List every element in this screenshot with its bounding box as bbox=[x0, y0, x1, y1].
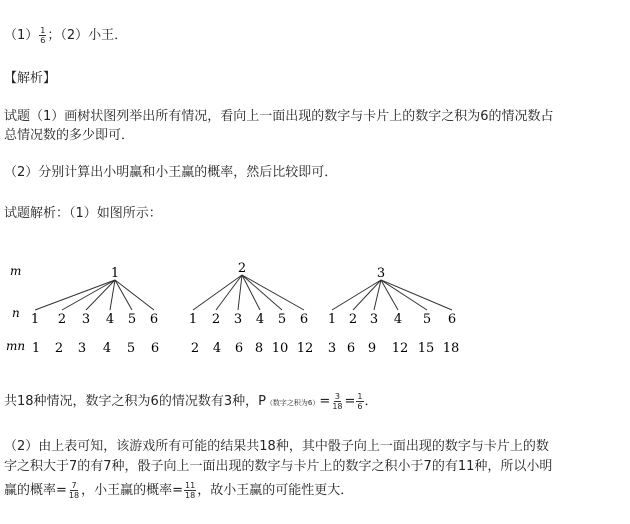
result-line bbox=[4, 392, 378, 412]
tree-product-mn: 10 bbox=[271, 341, 289, 356]
tree-leaf-n: 1 bbox=[188, 312, 198, 327]
tree-leaf-n: 5 bbox=[422, 312, 432, 327]
result-fraction-1: $\frac{3}{18}$ bbox=[332, 392, 343, 411]
tree-leaf-n: 5 bbox=[127, 312, 137, 327]
answer-part2: ；（2）小王． bbox=[47, 28, 128, 43]
tree-product-mn: 5 bbox=[126, 341, 136, 356]
analysis-para1-line2: 总情况数的多少即可． bbox=[4, 128, 135, 143]
tree-root-m: 1 bbox=[110, 266, 120, 281]
tree-branch bbox=[381, 280, 398, 310]
tree-branch bbox=[35, 280, 115, 310]
part2-line3-a: 赢的概率= bbox=[4, 483, 67, 498]
tree-branch bbox=[381, 280, 427, 310]
tree-product-mn: 12 bbox=[296, 341, 314, 356]
tree-product-mn: 6 bbox=[234, 341, 244, 356]
row-label-m: m bbox=[10, 264, 22, 278]
tree-branch bbox=[332, 280, 381, 310]
tree-leaf-n: 2 bbox=[211, 312, 221, 327]
tree-branch bbox=[242, 275, 282, 310]
part2-line2: 字之积大于7的有7种，骰子向上一面出现的数字与卡片上的数字之积小于7的有11种，所以小明 bbox=[4, 459, 553, 474]
tree-branch bbox=[381, 280, 452, 310]
tree-product-mn: 12 bbox=[391, 341, 409, 356]
xiaoming-probability-fraction: $\frac{7}{18}$ bbox=[68, 481, 80, 500]
analysis-heading: 【解析】 bbox=[4, 71, 57, 86]
result-text: 共18种情况，数字之积为6的情况数有3种，P bbox=[4, 394, 266, 409]
tree-product-mn: 18 bbox=[442, 341, 460, 356]
tree-leaf-n: 4 bbox=[393, 312, 403, 327]
tree-product-mn: 9 bbox=[367, 341, 377, 356]
analysis-para1-line1: 试题（1）画树状图列举出所有情况，看向上一面出现的数字与卡片上的数字之积为6的情况数占 bbox=[4, 109, 554, 124]
tree-product-mn: 6 bbox=[346, 341, 356, 356]
tree-product-mn: 15 bbox=[417, 341, 435, 356]
part2-line1: （2）由上表可知，该游戏所有可能的结果共18种，其中骰子向上一面出现的数字与卡片上的数 bbox=[4, 439, 549, 454]
result-equals-2: = bbox=[344, 394, 356, 409]
tree-leaf-n: 3 bbox=[369, 312, 379, 327]
tree-leaf-n: 6 bbox=[299, 312, 309, 327]
tree-leaf-n: 1 bbox=[30, 312, 40, 327]
row-label-mn: mn bbox=[6, 339, 26, 353]
tree-leaf-n: 5 bbox=[277, 312, 287, 327]
tree-leaf-n: 4 bbox=[105, 312, 115, 327]
tree-product-mn: 4 bbox=[102, 341, 112, 356]
tree-product-mn: 4 bbox=[212, 341, 222, 356]
result-fraction-2: $\frac{1}{6}$ bbox=[357, 392, 363, 411]
tree-leaf-n: 6 bbox=[149, 312, 159, 327]
tree-product-mn: 2 bbox=[190, 341, 200, 356]
tree-branch bbox=[115, 280, 132, 310]
part2-line3 bbox=[4, 481, 353, 500]
tree-leaf-n: 4 bbox=[255, 312, 265, 327]
tree-leaf-n: 3 bbox=[81, 312, 91, 327]
tree-leaf-n: 3 bbox=[233, 312, 243, 327]
tree-leaf-n: 1 bbox=[327, 312, 337, 327]
row-label-n: n bbox=[12, 306, 20, 320]
tree-product-mn: 6 bbox=[150, 341, 160, 356]
tree-root-m: 3 bbox=[376, 266, 386, 281]
tree-leaf-n: 2 bbox=[348, 312, 358, 327]
tree-root-m: 2 bbox=[237, 261, 247, 276]
tree-branch bbox=[62, 280, 115, 310]
tree-product-mn: 3 bbox=[327, 341, 337, 356]
tree-product-mn: 2 bbox=[54, 341, 64, 356]
solution-intro: 试题解析：（1）如图所示： bbox=[4, 206, 162, 221]
tree-leaf-n: 6 bbox=[447, 312, 457, 327]
result-subscript: （数字之积为6） bbox=[265, 399, 320, 407]
tree-product-mn: 8 bbox=[254, 341, 264, 356]
result-equals-1: = bbox=[319, 394, 331, 409]
tree-branch bbox=[374, 280, 381, 310]
tree-branch bbox=[115, 280, 154, 310]
xiaowang-probability-fraction: $\frac{11}{18}$ bbox=[185, 481, 196, 500]
tree-leaf-n: 2 bbox=[57, 312, 67, 327]
tree-branch bbox=[193, 275, 242, 310]
result-end: ． bbox=[364, 394, 378, 409]
tree-diagram bbox=[0, 250, 630, 380]
part2-line3-b: ，小王赢的概率= bbox=[81, 483, 183, 498]
answer-line bbox=[4, 26, 127, 45]
answer-fraction: $\frac{1}{6}$ bbox=[40, 26, 46, 45]
part2-line3-c: ，故小王赢的可能性更大． bbox=[197, 483, 354, 498]
tree-product-mn: 1 bbox=[31, 341, 41, 356]
answer-part1-prefix: （1） bbox=[4, 28, 39, 43]
tree-product-mn: 3 bbox=[77, 341, 87, 356]
analysis-para2: （2）分别计算出小明赢和小王赢的概率，然后比较即可． bbox=[4, 165, 338, 180]
